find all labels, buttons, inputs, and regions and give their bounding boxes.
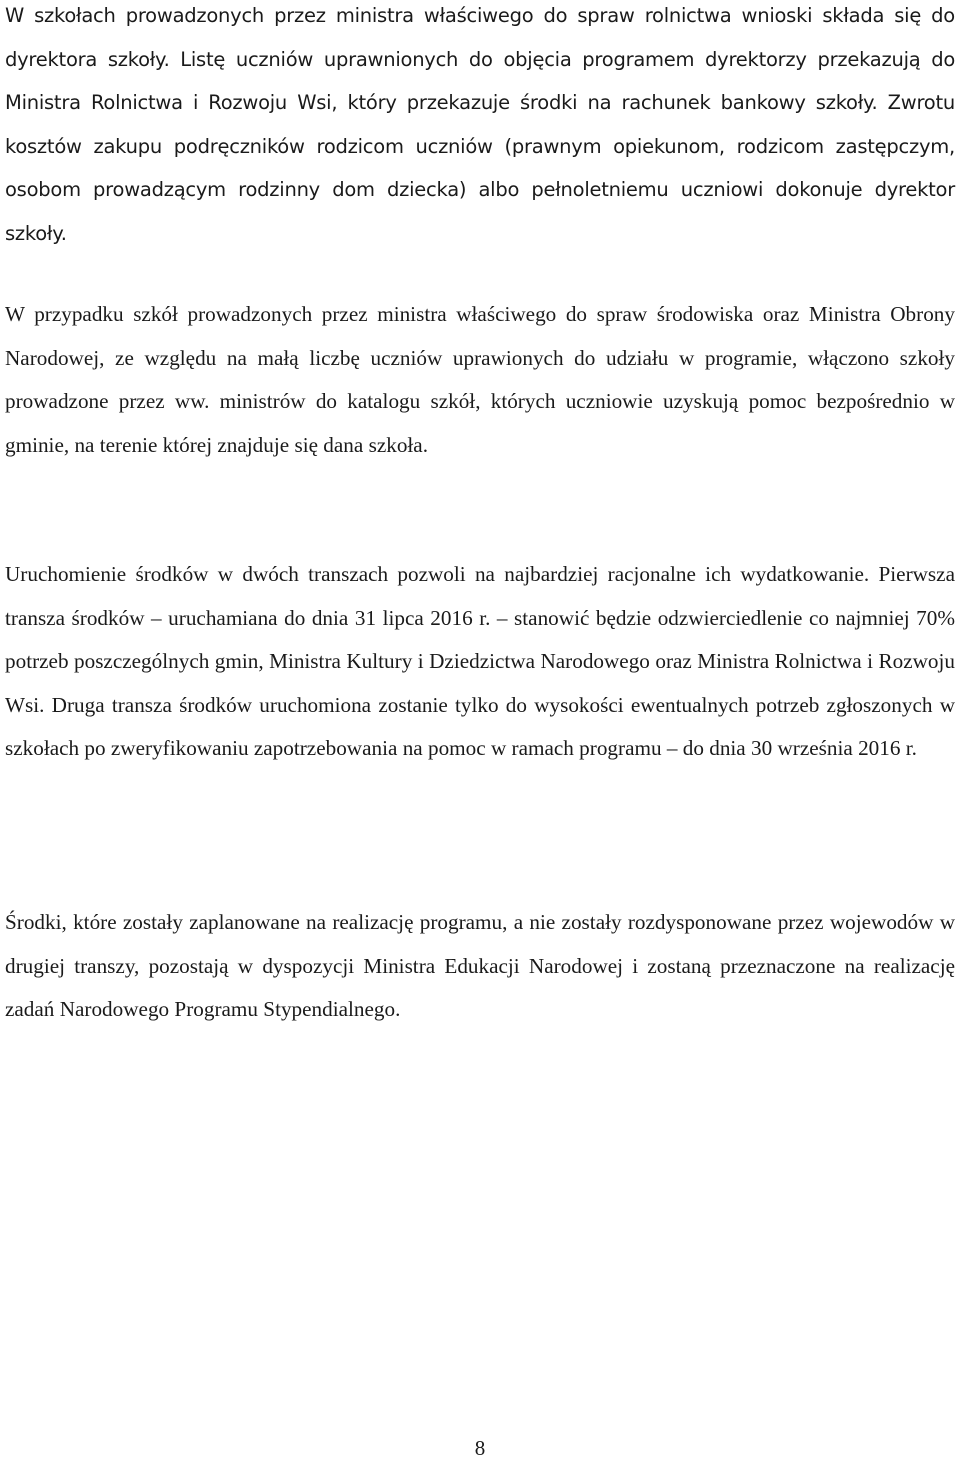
page-number: 8 [474,1436,486,1460]
paragraph-text: Środki, które zostały zaplanowane na realizację programu, a nie zostały rozdysponowane przez wojewodów w drugiej transzy, pozostają w dyspozycji Ministra Edukacji Narodowej i zostaną przeznaczone na realizację zadań Narodowego Programu Stypendialnego. [5,910,955,1022]
paragraph-special-schools [5,293,955,467]
paragraph-text: W szkołach prowadzonych przez ministra właściwego do spraw rolnictwa wnioski składa się do dyrektora szkoły. Listę uczniów uprawnionych do objęcia programem dyrektorzy przekazują do Ministra Rolnictwa i Rozwoju Wsi, który przekazuje środki na rachunek bankowy szkoły. Zwrotu kosztów zakupu podręczników rodzicom uczniów (prawnym opiekunom, rodzicom zastępczym, osobom prowadzącym rodzinny dom dziecka) albo pełnoletniemu uczniowi dokonuje dyrektor szkoły. [5,4,955,245]
paragraph-submission-procedure [5,0,955,256]
paragraph-unallocated-funds [5,901,955,1032]
paragraph-funding-tranches [5,553,955,771]
paragraph-text: W przypadku szkół prowadzonych przez ministra właściwego do spraw środowiska oraz Ministra Obrony Narodowej, ze względu na małą liczbę uczniów uprawionych do udziału w programie, włączono szkoły prowadzone przez ww. ministrów do katalogu szkół, których uczniowie uzyskują pomoc bezpośrednio w gminie, na terenie której znajduje się dana szkoła. [5,302,955,457]
paragraph-text: Uruchomienie środków w dwóch transzach pozwoli na najbardziej racjonalne ich wydatkowanie. Pierwsza transza środków – uruchamiana do dnia 31 lipca 2016 r. – stanowić będzie odzwierciedlenie co najmniej 70% potrzeb poszczególnych gmin, Ministra Kultury i Dziedzictwa Narodowego oraz Ministra Rolnictwa i Rozwoju Wsi. Druga transza środków uruchomiona zostanie tylko do wysokości ewentualnych potrzeb zgłoszonych w szkołach po zweryfikowaniu zapotrzebowania na pomoc w ramach programu – do dnia 30 września 2016 r. [5,562,955,761]
document-page [5,0,955,1464]
